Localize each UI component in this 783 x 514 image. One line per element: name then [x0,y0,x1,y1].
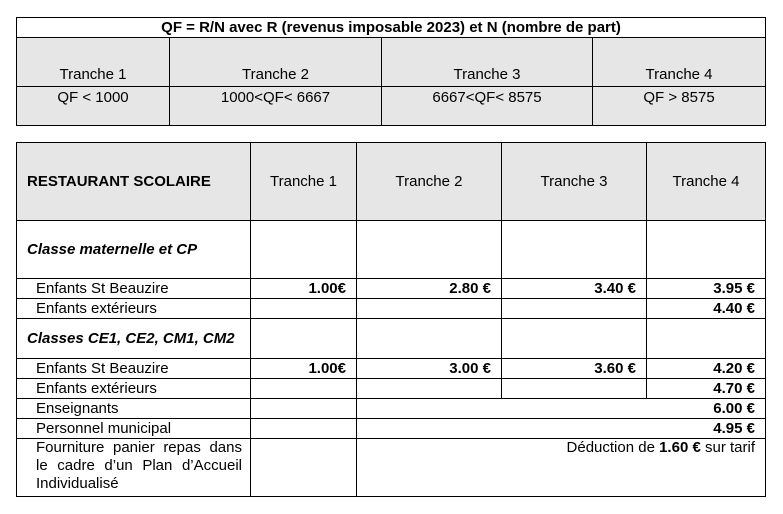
price-cell: 3.00 € [357,359,502,379]
qf-range-1: QF < 1000 [17,87,170,126]
qf-range-2: 1000<QF< 6667 [170,87,382,126]
qf-table [16,17,766,126]
qf-range-3: 6667<QF< 8575 [382,87,593,126]
price-cell: 4.40 € [647,299,766,319]
price-cell: 3.60 € [502,359,647,379]
table-row [17,419,766,439]
deduction-amount: 1.60 € [659,439,701,456]
price-cell: 4.70 € [647,379,766,399]
table-row [17,299,766,319]
table-row [17,359,766,379]
price-cell: 4.95 € [357,419,766,439]
qf-tranche-4: Tranche 4 [593,38,766,87]
deduction-note [357,439,766,497]
row-label: Enseignants [17,399,251,419]
qf-tranche-1: Tranche 1 [17,38,170,87]
qf-tranche-3: Tranche 3 [382,38,593,87]
col-tranche-3: Tranche 3 [502,143,647,221]
section-ce1-cm2: Classes CE1, CE2, CM1, CM2 [17,319,251,359]
price-cell: 1.00€ [251,359,357,379]
qf-formula-header: QF = R/N avec R (revenus imposable 2023) et N (nombre de part) [17,18,766,38]
price-table [16,142,766,497]
price-cell: 3.40 € [502,279,647,299]
row-label: Enfants St Beauzire [17,359,251,379]
price-cell: 6.00 € [357,399,766,419]
deduction-prefix: Déduction de [566,439,660,456]
table-row [17,399,766,419]
qf-range-4: QF > 8575 [593,87,766,126]
table-row [17,279,766,299]
qf-tranche-2: Tranche 2 [170,38,382,87]
table-row [17,379,766,399]
row-label: Fourniture panier repas dans le cadre d’un Plan d’Accueil Individualisé [17,439,251,497]
row-label: Enfants St Beauzire [17,279,251,299]
row-label: Enfants extérieurs [17,379,251,399]
col-tranche-2: Tranche 2 [357,143,502,221]
price-cell: 1.00€ [251,279,357,299]
row-label: Enfants extérieurs [17,299,251,319]
price-cell: 3.95 € [647,279,766,299]
price-cell: 2.80 € [357,279,502,299]
price-cell: 4.20 € [647,359,766,379]
row-label: Personnel municipal [17,419,251,439]
section-maternelle-cp: Classe maternelle et CP [17,221,251,279]
col-tranche-1: Tranche 1 [251,143,357,221]
price-table-title: RESTAURANT SCOLAIRE [17,143,251,221]
col-tranche-4: Tranche 4 [647,143,766,221]
deduction-suffix: sur tarif [700,439,755,456]
table-row [17,439,766,497]
